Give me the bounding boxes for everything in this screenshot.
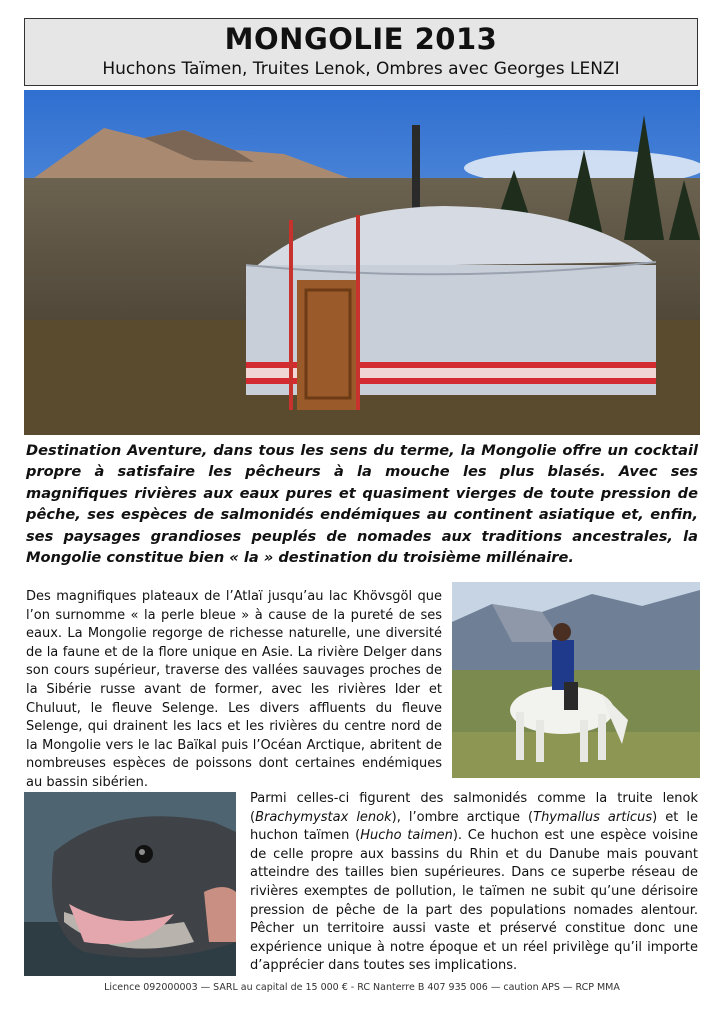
title-box (24, 18, 698, 86)
intro-paragraph: Destination Aventure, dans tous les sens du terme, la Mongolie offre un cocktail propre à satisfaire les pêcheurs à la mouche les plus blasés. Avec ses magnifiques rivières aux eaux pures et quasiment vierges de toute pression de pêche, ses espèces de salmonidés endémiques au continent asiatique et, enfin, ses paysages grandioses peuplés de nomades aux traditions ancestrales, la Mongolie constitue bien « la » destination du troisième millénaire. (26, 442, 698, 567)
body-paragraph-2 (250, 790, 698, 976)
p2-latin-thymallus: Thymallus articus (533, 809, 653, 825)
p2-text-1: Parmi celles-ci figurent des salmonidés comme la truite lenok ( (250, 791, 698, 825)
yurt-photo (24, 90, 700, 435)
page-subtitle: Huchons Taïmen, Truites Lenok, Ombres avec Georges LENZI (102, 59, 620, 79)
p2-text-2: ), l’ombre arctique ( (391, 809, 534, 825)
legal-footer: Licence 092000003 — SARL au capital de 15 000 € - RC Nanterre B 407 935 006 — caution APS — RCP MMA (104, 982, 620, 993)
p2-text-4: ). Ce huchon est une espèce voisine de celle propre aux bassins du Rhin et du Danube mais pouvant atteindre des tailles bien supérieures. Dans ce superbe réseau de rivières exemptes de pollution, le taïmen ne subit qu’une dérisoire pression de pêche de la part des populations nomades alentour. Pêcher un territoire aussi vaste et préservé constitue donc une expérience unique à notre époque et un réel privilège qu’il importe d’apprécier dans toutes ses implications. (250, 828, 698, 974)
page-title: MONGOLIE 2013 (224, 22, 498, 56)
p2-text-3: ) et le huchon taïmen ( (250, 809, 698, 844)
p2-latin-hucho: Hucho taimen (360, 828, 453, 844)
taimen-fish-photo (24, 792, 236, 976)
p2-latin-lenok: Brachymystax lenok (255, 809, 392, 825)
body-paragraph-1: Des magnifiques plateaux de l’Atlaï jusqu’au lac Khövsgöl que l’on surnomme « la perle bleue » à cause de la pureté de ses eaux. La Mongolie regorge de richesse naturelle, une diversité de la faune et de la flore unique en Asie. La rivière Delger dans son cours supérieur, traverse des vallées sauvages proches de la Sibérie russe avant de former, avec les rivières Ider et Chuluut, le fleuve Selenge. Les divers affluents du fleuve Selenge, qui drainent les lacs et les rivières du centre nord de la Mongolie vers le lac Baïkal puis l’Océan Arctique, abritent de nombreuses espèces de poissons dont certaines endémiques au bassin sibérien. (26, 589, 442, 790)
rider-horse-photo (452, 582, 700, 778)
